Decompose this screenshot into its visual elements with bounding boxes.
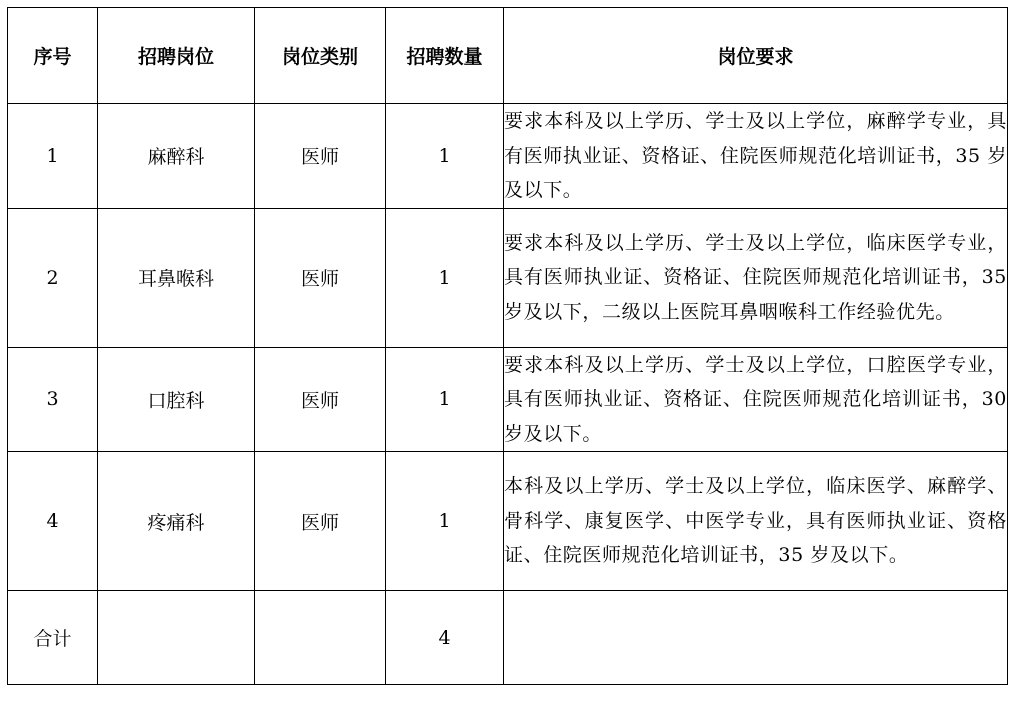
row-position: 麻醉科 — [98, 104, 255, 209]
row-index: 4 — [8, 452, 98, 591]
row-position: 疼痛科 — [98, 452, 255, 591]
row-position: 耳鼻喉科 — [98, 208, 255, 347]
header-index: 序号 — [8, 8, 98, 104]
table-row — [8, 208, 1008, 347]
total-position-empty — [98, 591, 255, 685]
row-count: 1 — [386, 104, 504, 209]
row-requirements: 要求本科及以上学历、学士及以上学位，临床医学专业，具有医师执业证、资格证、住院医师规范化培训证书，35 岁及以下，二级以上医院耳鼻咽喉科工作经验优先。 — [504, 208, 1008, 347]
row-category: 医师 — [255, 104, 386, 209]
header-count: 招聘数量 — [386, 8, 504, 104]
header-category: 岗位类别 — [255, 8, 386, 104]
recruitment-table — [7, 7, 1008, 685]
total-row — [8, 591, 1008, 685]
row-requirements: 本科及以上学历、学士及以上学位，临床医学、麻醉学、骨科学、康复医学、中医学专业，具有医师执业证、资格证、住院医师规范化培训证书，35 岁及以下。 — [504, 452, 1008, 591]
row-count: 1 — [386, 347, 504, 452]
header-position: 招聘岗位 — [98, 8, 255, 104]
total-count: 4 — [386, 591, 504, 685]
row-count: 1 — [386, 452, 504, 591]
row-position: 口腔科 — [98, 347, 255, 452]
header-row — [8, 8, 1008, 104]
row-requirements: 要求本科及以上学历、学士及以上学位，口腔医学专业，具有医师执业证、资格证、住院医师规范化培训证书，30 岁及以下。 — [504, 347, 1008, 452]
total-requirements-empty — [504, 591, 1008, 685]
row-index: 1 — [8, 104, 98, 209]
row-category: 医师 — [255, 452, 386, 591]
table-row — [8, 347, 1008, 452]
row-index: 2 — [8, 208, 98, 347]
row-count: 1 — [386, 208, 504, 347]
row-category: 医师 — [255, 208, 386, 347]
header-requirements: 岗位要求 — [504, 8, 1008, 104]
row-index: 3 — [8, 347, 98, 452]
total-category-empty — [255, 591, 386, 685]
table-row — [8, 104, 1008, 209]
total-label: 合计 — [8, 591, 98, 685]
row-requirements: 要求本科及以上学历、学士及以上学位，麻醉学专业，具有医师执业证、资格证、住院医师规范化培训证书，35 岁及以下。 — [504, 104, 1008, 209]
row-category: 医师 — [255, 347, 386, 452]
table-row — [8, 452, 1008, 591]
